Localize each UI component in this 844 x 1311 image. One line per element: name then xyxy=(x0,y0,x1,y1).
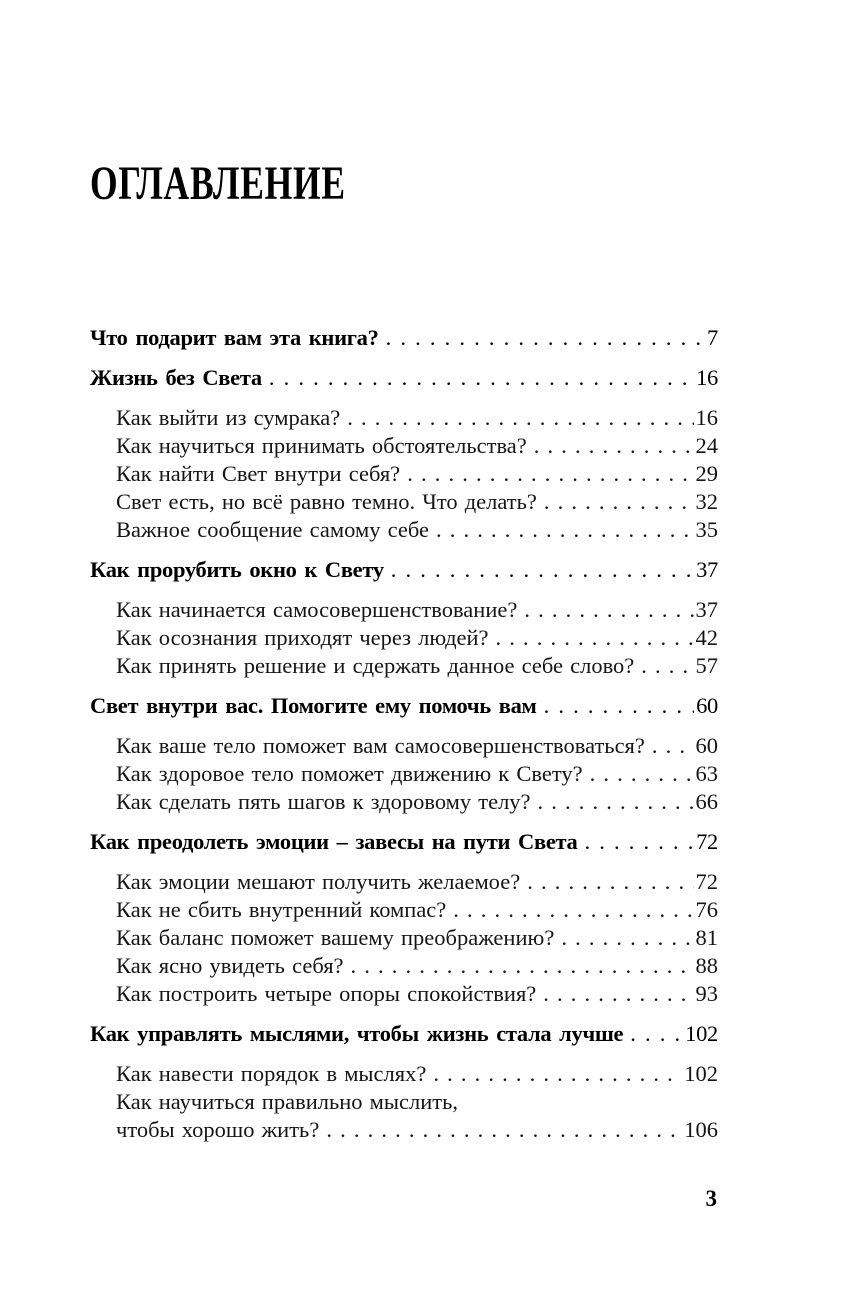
toc-entry-text: Свет есть, но всё равно темно. Что делать? xyxy=(116,489,537,514)
toc-entry-page: 72 xyxy=(696,829,718,854)
toc-entry-page: 60 xyxy=(695,733,718,758)
toc-entry xyxy=(90,980,718,1008)
dot-leader xyxy=(496,624,694,652)
toc-entry xyxy=(90,404,718,432)
toc-entry xyxy=(90,596,718,624)
dot-leader xyxy=(351,952,694,980)
toc-entry-text: Что подарит вам эта книга? xyxy=(90,325,379,350)
page-number-footer: 3 xyxy=(705,1186,717,1211)
dot-leader xyxy=(544,692,695,720)
toc-entry-page: 106 xyxy=(684,1117,718,1142)
toc-entry-page: 66 xyxy=(695,789,718,814)
dot-leader xyxy=(544,488,694,516)
toc-entry xyxy=(90,828,718,856)
toc-entry-line2 xyxy=(90,1116,718,1144)
toc-entry xyxy=(90,732,718,760)
dot-leader xyxy=(326,1116,682,1144)
dot-leader xyxy=(407,460,693,488)
toc-entry xyxy=(90,760,718,788)
toc-entry xyxy=(90,652,718,680)
toc-entry-page: 35 xyxy=(695,517,718,542)
toc-entry-text: Как здоровое тело поможет движению к Свету? xyxy=(116,761,583,786)
toc-entry-text: Жизнь без Света xyxy=(90,365,262,390)
toc-entry-page: 42 xyxy=(695,625,718,650)
toc-entry-text: Как сделать пять шагов к здоровому телу? xyxy=(116,789,531,814)
toc-entry-page: 29 xyxy=(695,461,718,486)
toc-entry-text: Как ваше тело поможет вам самосовершенствоваться? xyxy=(116,733,645,758)
toc-entry-text: Как научиться принимать обстоятельства? xyxy=(116,433,527,458)
toc-entry-text: Как эмоции мешают получить желаемое? xyxy=(116,869,521,894)
dot-leader xyxy=(386,324,705,352)
toc-entry-text: Как выйти из сумрака? xyxy=(116,405,341,430)
toc-entry xyxy=(90,952,718,980)
toc-entry xyxy=(90,460,718,488)
toc-entry xyxy=(90,364,718,392)
toc-entry xyxy=(90,432,718,460)
toc-entry-page: 60 xyxy=(696,693,718,718)
toc-entry-page: 57 xyxy=(695,653,718,678)
dot-leader xyxy=(538,788,694,816)
toc-list xyxy=(90,324,718,1144)
toc-entry-text: Как не сбить внутренний компас? xyxy=(116,897,447,922)
toc-entry-text: Важное сообщение самому себе xyxy=(116,517,429,542)
toc-entry-page: 7 xyxy=(707,325,718,350)
dot-leader xyxy=(436,516,694,544)
toc-entry-page: 72 xyxy=(695,869,718,894)
toc-entry-text: Как преодолеть эмоции – завесы на пути Света xyxy=(90,829,578,854)
toc-entry xyxy=(90,488,718,516)
dot-leader xyxy=(543,980,693,1008)
toc-entry-page: 102 xyxy=(684,1061,718,1086)
toc-entry-text: Как принять решение и сдержать данное себе слово? xyxy=(116,653,635,678)
toc-entry xyxy=(90,788,718,816)
toc-entry xyxy=(90,1020,718,1048)
dot-leader xyxy=(630,1020,683,1048)
toc-entry-text: Как осознания приходят через людей? xyxy=(116,625,489,650)
toc-entry-page: 24 xyxy=(695,433,718,458)
toc-entry xyxy=(90,896,718,924)
toc-entry-text: Свет внутри вас. Помогите ему помочь вам xyxy=(90,693,537,718)
toc-entry xyxy=(90,556,718,584)
dot-leader xyxy=(584,828,694,856)
page-title: ОГЛАВЛЕНИЕ xyxy=(90,157,346,210)
dot-leader xyxy=(561,924,693,952)
toc-entry-text: Как начинается самосовершенствование? xyxy=(116,597,518,622)
toc-entry-page: 32 xyxy=(695,489,718,514)
toc-entry-text: Как баланс поможет вашему преображению? xyxy=(116,925,555,950)
toc-entry xyxy=(90,516,718,544)
page-content xyxy=(90,0,718,1144)
dot-leader xyxy=(527,868,693,896)
toc-entry xyxy=(90,1060,718,1088)
toc-entry xyxy=(90,692,718,720)
toc-entry-page: 88 xyxy=(695,953,718,978)
toc-entry xyxy=(90,924,718,952)
dot-leader xyxy=(534,432,694,460)
toc-entry-text: Как прорубить окно к Свету xyxy=(90,557,384,582)
dot-leader xyxy=(453,896,693,924)
toc-entry-text: Как ясно увидеть себя? xyxy=(116,953,344,978)
toc-entry-text: Как научиться правильно мыслить, xyxy=(116,1089,458,1114)
toc-entry-page: 37 xyxy=(696,557,718,582)
dot-leader xyxy=(652,732,694,760)
toc-entry-text: Как построить четыре опоры спокойствия? xyxy=(116,981,537,1006)
toc-entry-page: 16 xyxy=(696,365,718,390)
toc-entry-page: 93 xyxy=(695,981,718,1006)
dot-leader xyxy=(269,364,694,392)
toc-entry-page: 76 xyxy=(695,897,718,922)
toc-entry xyxy=(90,624,718,652)
dot-leader xyxy=(641,652,693,680)
toc-entry-page: 37 xyxy=(695,597,718,622)
toc-entry xyxy=(90,324,718,352)
toc-entry-line1 xyxy=(90,1088,718,1116)
dot-leader xyxy=(524,596,693,624)
toc-entry-text: Как навести порядок в мыслях? xyxy=(116,1061,427,1086)
toc-entry-page: 81 xyxy=(695,925,718,950)
dot-leader xyxy=(590,760,694,788)
dot-leader xyxy=(433,1060,682,1088)
toc-entry-page: 102 xyxy=(685,1021,718,1046)
toc-entry-text: чтобы хорошо жить? xyxy=(116,1117,320,1142)
toc-entry-text: Как найти Свет внутри себя? xyxy=(116,461,401,486)
toc-entry-page: 63 xyxy=(695,761,718,786)
toc-entry xyxy=(90,868,718,896)
toc-entry-text: Как управлять мыслями, чтобы жизнь стала лучше xyxy=(90,1021,624,1046)
toc-entry-page: 16 xyxy=(695,405,718,430)
dot-leader xyxy=(391,556,694,584)
dot-leader xyxy=(347,404,693,432)
